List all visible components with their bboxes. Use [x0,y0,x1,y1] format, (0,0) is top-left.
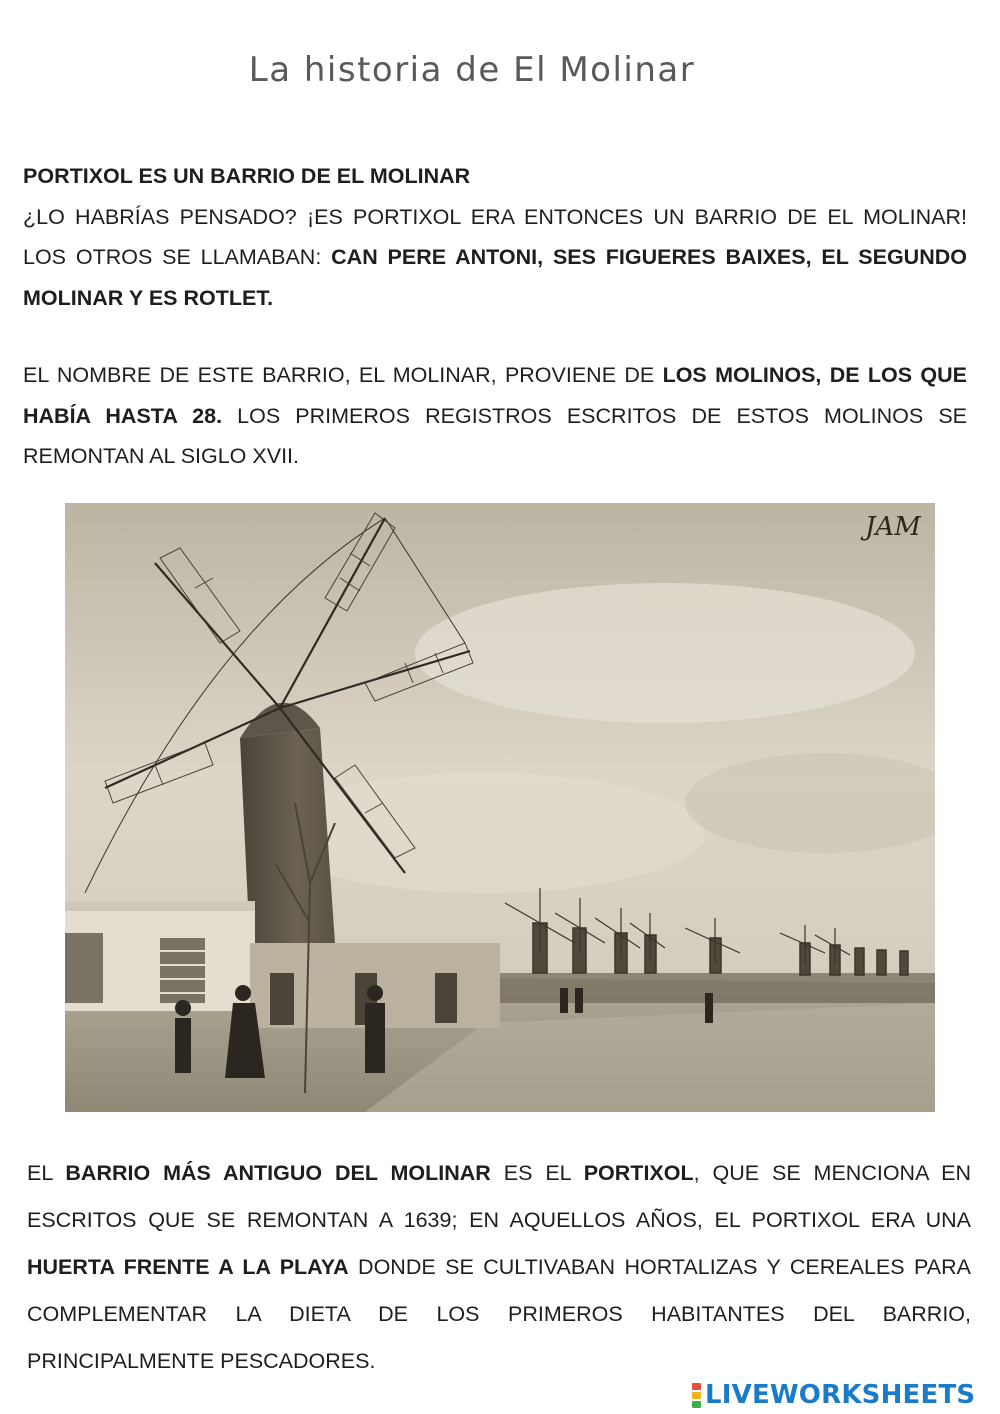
section-portixol [23,156,967,318]
text-run: ES EL [490,1161,584,1185]
section-nombre [23,355,967,477]
photo-signature: JAM [865,512,921,542]
mark-bar-1 [692,1383,701,1390]
text-run: ¿LO HABRÍAS PENSADO? ¡ES PORTIXOL ERA ENTONCES UN BARRIO DE EL MOLINAR! LOS OTROS SE LLAMABAN: [23,204,967,269]
brand-name: LIVEWORKSHEETS [705,1380,976,1410]
bold-run: PORTIXOL [583,1161,694,1185]
mark-bar-3 [692,1401,701,1408]
text-run: EL NOMBRE DE ESTE BARRIO, EL MOLINAR, PROVIENE DE [23,363,663,387]
page-title: La historia de El Molinar [248,50,696,90]
mark-bar-2 [692,1392,701,1399]
text-run: DONDE SE CULTIVABAN HORTALIZAS Y CEREALES PARA COMPLEMENTAR LA DIETA DE LOS PRIMEROS HABITANTES DEL BARRIO, PRINCIPALMENTE PESCADORES. [27,1255,971,1373]
paragraph-molinos [23,355,967,477]
bold-run: HUERTA FRENTE A LA PLAYA [27,1255,349,1279]
liveworksheets-logo-link[interactable] [692,1378,975,1412]
section-heading: PORTIXOL ES UN BARRIO DE EL MOLINAR [23,164,471,188]
section-barrio-antiguo [27,1150,971,1385]
text-run: LOS PRIMEROS REGISTROS ESCRITOS DE ESTOS MOLINOS SE REMONTAN AL SIGLO XVII. [23,403,967,468]
paragraph-portixol [27,1150,971,1385]
bold-run: CAN PERE ANTONI, SES FIGUERES BAIXES, EL SEGUNDO MOLINAR Y ES ROTLET. [23,245,967,310]
paragraph-barrios [23,197,967,319]
bold-run: LOS MOLINOS, DE LOS QUE HABÍA HASTA 28. [23,363,967,428]
text-run: , QUE SE MENCIONA EN ESCRITOS QUE SE REMONTAN A 1639; EN AQUELLOS AÑOS, EL PORTIXOL ERA UNA [27,1161,971,1232]
text-run: EL [27,1161,66,1185]
liveworksheets-mark-icon [692,1382,701,1409]
bold-run: BARRIO MÁS ANTIGUO DEL MOLINAR [65,1161,491,1185]
historic-windmill-photo [65,503,935,1112]
